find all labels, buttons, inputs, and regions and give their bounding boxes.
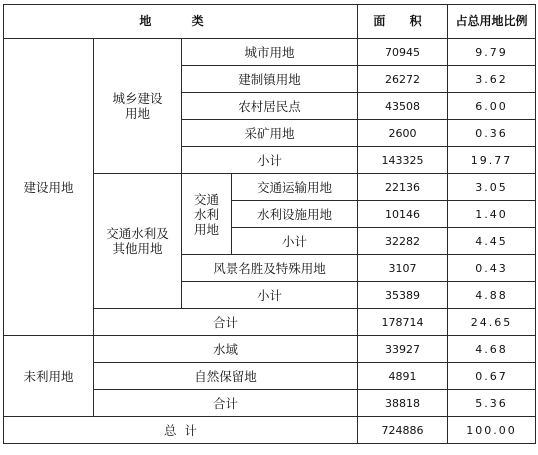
- row-name: 小计: [182, 282, 358, 309]
- land-use-table: [3, 4, 536, 444]
- row-name: 采矿用地: [182, 120, 358, 147]
- unused-land-label: 未利用地: [4, 336, 94, 417]
- row-ratio: 5.36: [448, 390, 536, 417]
- row-name: 建制镇用地: [182, 66, 358, 93]
- table-row: [4, 336, 536, 363]
- row-name: 小计: [182, 147, 358, 174]
- row-ratio: 4.68: [448, 336, 536, 363]
- row-area: 38818: [358, 390, 448, 417]
- row-area: 10146: [358, 201, 448, 228]
- construction-land-label: 建设用地: [4, 39, 94, 336]
- row-area: 4891: [358, 363, 448, 390]
- row-area: 143325: [358, 147, 448, 174]
- row-name: 风景名胜及特殊用地: [182, 255, 358, 282]
- row-ratio: 3.62: [448, 66, 536, 93]
- row-ratio: 0.36: [448, 120, 536, 147]
- row-ratio: 6.00: [448, 93, 536, 120]
- row-name: 交通运输用地: [232, 174, 358, 201]
- row-ratio: 24.65: [448, 309, 536, 336]
- table-row: [4, 39, 536, 66]
- row-name: 农村居民点: [182, 93, 358, 120]
- row-name: 城市用地: [182, 39, 358, 66]
- row-area: 2600: [358, 120, 448, 147]
- row-name: 水域: [94, 336, 358, 363]
- row-ratio: 0.67: [448, 363, 536, 390]
- row-ratio: 9.79: [448, 39, 536, 66]
- grand-total-ratio: 100.00: [448, 417, 536, 444]
- row-name: 小计: [232, 228, 358, 255]
- urban-rural-label: 城乡建设用地: [94, 39, 182, 174]
- header-ratio: 占总用地比例: [448, 5, 536, 39]
- transport-water-other-label: 交通水利及其他用地: [94, 174, 182, 309]
- row-area: 26272: [358, 66, 448, 93]
- row-name: 自然保留地: [94, 363, 358, 390]
- row-area: 178714: [358, 309, 448, 336]
- row-name: 合计: [94, 309, 358, 336]
- row-ratio: 0.43: [448, 255, 536, 282]
- row-ratio: 3.05: [448, 174, 536, 201]
- row-area: 32282: [358, 228, 448, 255]
- row-area: 70945: [358, 39, 448, 66]
- land-use-table-container: [3, 4, 536, 444]
- grand-total-row: [4, 417, 536, 444]
- row-area: 22136: [358, 174, 448, 201]
- row-ratio: 19.77: [448, 147, 536, 174]
- row-area: 33927: [358, 336, 448, 363]
- header-category: 地 类: [4, 5, 358, 39]
- row-area: 3107: [358, 255, 448, 282]
- row-ratio: 1.40: [448, 201, 536, 228]
- row-name: 合计: [94, 390, 358, 417]
- row-name: 水利设施用地: [232, 201, 358, 228]
- row-area: 43508: [358, 93, 448, 120]
- grand-total-area: 724886: [358, 417, 448, 444]
- row-area: 35389: [358, 282, 448, 309]
- row-ratio: 4.88: [448, 282, 536, 309]
- transport-water-label: 交通水利用地: [182, 174, 232, 255]
- header-area: 面 积: [358, 5, 448, 39]
- row-ratio: 4.45: [448, 228, 536, 255]
- grand-total-label: 总 计: [4, 417, 358, 444]
- header-row: [4, 5, 536, 39]
